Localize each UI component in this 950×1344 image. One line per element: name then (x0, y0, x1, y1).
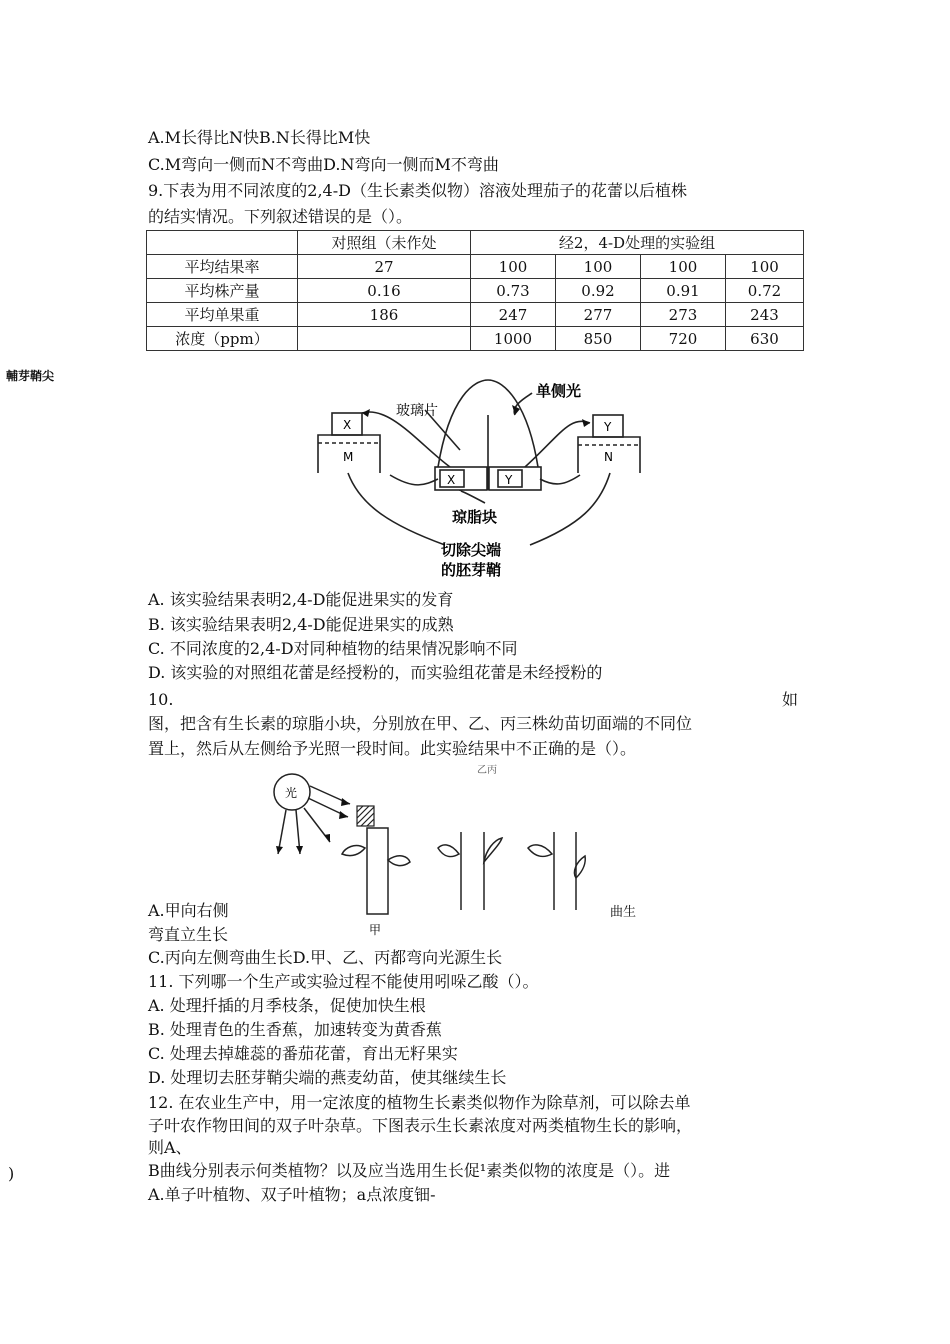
exp-value: 0.92 (556, 279, 641, 303)
q10-option-cd: C.丙向左侧弯曲生长D.甲、乙、丙都弯向光源生长 (148, 948, 503, 967)
q10-option-a: A.甲向右侧 (148, 901, 229, 920)
leaf (484, 838, 502, 862)
q10-stem-line3: 置上，然后从左侧给予光照一段时间。此实验结果中不正确的是（）。 (148, 739, 637, 758)
q10-option-a-right: 曲生 (610, 905, 637, 920)
row-label: 平均结果率 (147, 255, 298, 279)
q12-stem-line4: B曲线分别表示何类植物？以及应当选用生长促¹素类似物的浓度是（）。进 (148, 1161, 671, 1180)
ray-arrowhead (276, 846, 283, 854)
ray-arrowhead (324, 834, 330, 842)
label-jia: 甲 (369, 923, 382, 937)
exp-value: 247 (471, 303, 556, 327)
row-label: 浓度（ppm） (147, 327, 298, 351)
control-value: 27 (298, 255, 471, 279)
arrow-x-to-m (362, 412, 450, 467)
q9-option-a: A. 该实验结果表明2,4-D能促进果实的发育 (148, 590, 454, 609)
label-n: N (604, 450, 613, 464)
exp-value: 243 (726, 303, 804, 327)
label-cut-2: 的胚芽鞘 (441, 561, 502, 579)
label-cut-1: 切除尖端 (441, 541, 502, 559)
ray-arrowhead (296, 846, 303, 854)
label-y-right: Y (604, 420, 612, 434)
exp-value: 100 (726, 255, 804, 279)
q11-option-c: C. 处理去掉雄蕊的番茄花蕾，育出无籽果实 (148, 1044, 458, 1063)
q12-stem-line1: 12. 在农业生产中，用一定浓度的植物生长素类似物作为除草剂，可以除去单 (148, 1093, 691, 1112)
table-corner-cell (147, 231, 298, 255)
outline-left (390, 475, 438, 485)
cut-pointer-right (530, 473, 610, 545)
exp-value: 720 (641, 327, 726, 351)
ray-arrowhead (339, 811, 348, 819)
label-m: M (343, 450, 354, 464)
q11-option-a: A. 处理扦插的月季枝条，促使加快生根 (148, 996, 426, 1015)
q9-stem-line1: 9.下表为用不同浓度的2,4-D（生长素类似物）溶液处理茄子的花蕾以后植株 (148, 181, 687, 200)
table-row (147, 255, 804, 279)
q11-option-d: D. 处理切去胚芽鞘尖端的燕麦幼苗，使其继续生长 (148, 1068, 507, 1087)
row-label: 平均单果重 (147, 303, 298, 327)
leaf (438, 845, 459, 857)
exp-value: 100 (641, 255, 726, 279)
q9-option-d: D. 该实验的对照组花蕾是经授粉的，而实验组花蕾是未经授粉的 (148, 663, 603, 682)
label-x-left: X (343, 418, 352, 432)
ray-arrowhead (341, 798, 350, 806)
table-row (147, 327, 804, 351)
table-row (147, 279, 804, 303)
row-label: 平均株产量 (147, 279, 298, 303)
q10-ru: 如 (782, 690, 799, 709)
q11-option-b: B. 处理青色的生香蕉，加速转变为黄香蕉 (148, 1020, 442, 1039)
control-value: 186 (298, 303, 471, 327)
label-x-center: X (447, 473, 456, 487)
arrowhead-left (362, 409, 370, 417)
label-light: 光 (285, 786, 298, 800)
q11-stem: 11. 下列哪一个生产或实验过程不能使用吲哚乙酸（）。 (148, 972, 539, 991)
seedling-figure (270, 762, 650, 937)
q9-result-table (146, 230, 804, 351)
q10-number: 10. (148, 690, 174, 709)
exp-value: 100 (471, 255, 556, 279)
q12-margin-mark: ) (8, 1164, 15, 1183)
table-row (147, 303, 804, 327)
cut-pointer-left (348, 473, 445, 545)
leaf (528, 845, 552, 857)
exp-value: 277 (556, 303, 641, 327)
control-value (298, 327, 471, 351)
label-y-center: Y (505, 473, 513, 487)
q12-stem-line2: 子叶农作物田间的双子叶杂草。下图表示生长素浓度对两类植物生长的影响， (148, 1116, 693, 1135)
exp-value: 0.73 (471, 279, 556, 303)
label-light: 单侧光 (536, 382, 582, 400)
table-header-experimental: 经2，4-D处理的实验组 (471, 231, 804, 255)
q12-option-a: A.单子叶植物、双子叶植物；a点浓度钿- (148, 1185, 436, 1204)
leaf (342, 846, 365, 856)
q12-stem-line3: 则A、 (148, 1138, 192, 1157)
coleoptile-figure (300, 375, 650, 580)
exp-value: 850 (556, 327, 641, 351)
seedling-jia (367, 828, 388, 914)
label-agar: 琼脂块 (452, 508, 498, 526)
arrow-y-to-n (525, 421, 590, 467)
label-glass: 玻璃片 (396, 403, 438, 419)
exp-value: 0.91 (641, 279, 726, 303)
q9-option-b: B. 该实验结果表明2,4-D能促进果实的成熟 (148, 615, 454, 634)
margin-note: 輔芽鞘尖 (6, 369, 55, 383)
table-header-row (147, 231, 804, 255)
outline-right (540, 475, 580, 484)
table-header-control: 对照组（未作处 (298, 231, 471, 255)
exp-value: 1000 (471, 327, 556, 351)
exp-value: 630 (726, 327, 804, 351)
q10-option-b: 弯直立生长 (148, 925, 229, 944)
leaf (388, 856, 410, 866)
q9-option-c: C. 不同浓度的2,4-D对同种植物的结果情况影响不同 (148, 639, 518, 658)
control-value: 0.16 (298, 279, 471, 303)
q10-stem-line2: 图，把含有生长素的琼脂小块，分别放在甲、乙、丙三株幼苗切面端的不同位 (148, 714, 693, 733)
q8-options-ab: A.M长得比N快B.N长得比M快 (148, 128, 371, 147)
label-yi-bing: 乙丙 (477, 765, 497, 776)
exp-value: 273 (641, 303, 726, 327)
exp-value: 100 (556, 255, 641, 279)
q9-stem-line2: 的结实情况。下列叙述错误的是（）。 (148, 207, 413, 226)
agar-pointer (460, 491, 485, 503)
q8-options-cd: C.M弯向一侧而N不弯曲D.N弯向一侧而M不弯曲 (148, 155, 499, 174)
exp-value: 0.72 (726, 279, 804, 303)
arrowhead-right (582, 419, 590, 427)
